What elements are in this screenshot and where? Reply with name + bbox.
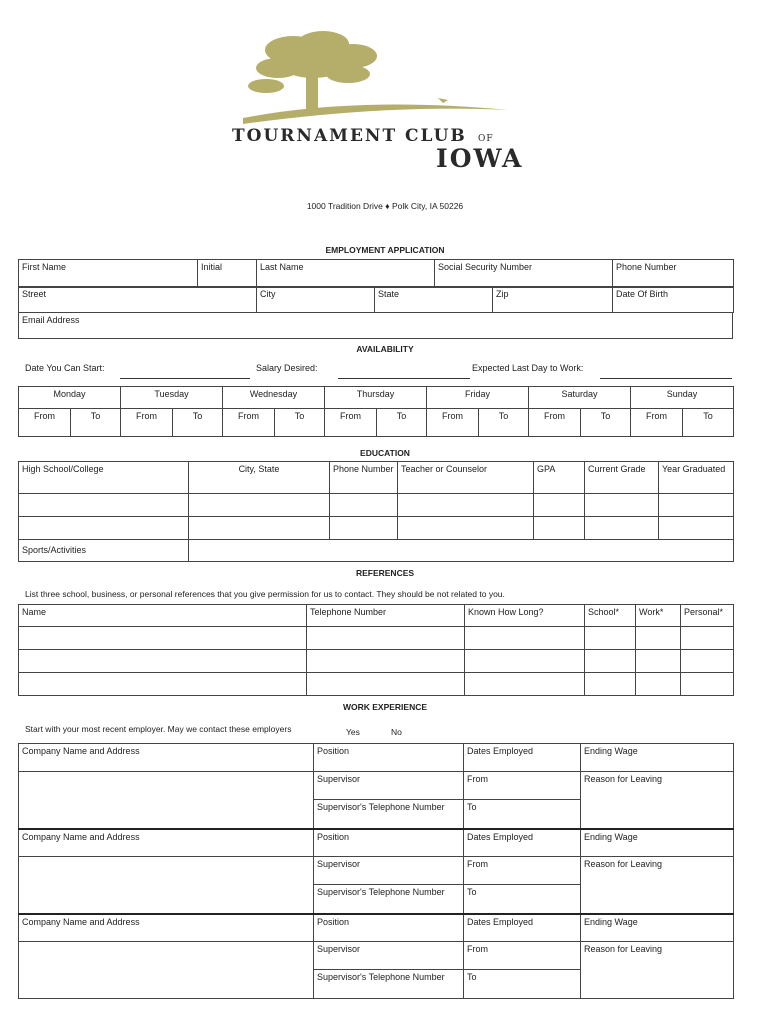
employer1-to[interactable]: To	[464, 800, 581, 829]
thursday-to[interactable]: To	[377, 409, 427, 437]
ref-cell[interactable]	[465, 650, 585, 673]
employer2-wage[interactable]: Ending Wage	[581, 829, 734, 857]
ref-col-name: Name	[19, 605, 307, 627]
first-name-field[interactable]: First Name	[19, 260, 198, 288]
contact-no-option[interactable]: No	[391, 727, 402, 737]
edu-cell[interactable]	[398, 517, 534, 540]
ref-cell[interactable]	[585, 650, 636, 673]
initial-field[interactable]: Initial	[198, 260, 257, 288]
edu-cell[interactable]	[19, 494, 189, 517]
employer3-reason[interactable]: Reason for Leaving	[581, 942, 734, 999]
edu-col-grade: Current Grade	[585, 462, 659, 494]
wednesday-from[interactable]: From	[223, 409, 275, 437]
employer3-from[interactable]: From	[464, 942, 581, 970]
employer3-supervisor[interactable]: Supervisor	[314, 942, 464, 970]
logo-line2: IOWA	[436, 144, 524, 173]
employer2-dates: Dates Employed	[464, 829, 581, 857]
ref-cell[interactable]	[19, 673, 307, 696]
sports-field[interactable]	[189, 540, 734, 562]
ref-cell[interactable]	[585, 673, 636, 696]
ref-cell[interactable]	[307, 627, 465, 650]
salary-line[interactable]	[338, 378, 470, 379]
employer2-supervisor[interactable]: Supervisor	[314, 857, 464, 885]
edu-cell[interactable]	[534, 517, 585, 540]
state-field[interactable]: State	[375, 287, 493, 313]
edu-cell[interactable]	[19, 517, 189, 540]
employer1-reason[interactable]: Reason for Leaving	[581, 772, 734, 829]
edu-cell[interactable]	[534, 494, 585, 517]
city-field[interactable]: City	[257, 287, 375, 313]
friday-from[interactable]: From	[427, 409, 479, 437]
edu-col-school: High School/College	[19, 462, 189, 494]
edu-col-city-state: City, State	[189, 462, 330, 494]
employer3-wage[interactable]: Ending Wage	[581, 914, 734, 942]
edu-cell[interactable]	[659, 517, 734, 540]
employer3-dates: Dates Employed	[464, 914, 581, 942]
edu-cell[interactable]	[585, 494, 659, 517]
work-experience-table	[18, 743, 734, 999]
address-table	[18, 286, 734, 313]
edu-cell[interactable]	[189, 494, 330, 517]
wednesday-to[interactable]: To	[275, 409, 325, 437]
ref-cell[interactable]	[681, 650, 734, 673]
employer2-position[interactable]: Position	[314, 829, 464, 857]
ref-col-school: School*	[585, 605, 636, 627]
logo-tree-graphic	[238, 28, 518, 128]
edu-col-year: Year Graduated	[659, 462, 734, 494]
logo-of: OF	[478, 134, 494, 144]
sunday-from[interactable]: From	[631, 409, 683, 437]
edu-cell[interactable]	[330, 517, 398, 540]
ref-cell[interactable]	[636, 673, 681, 696]
monday-to[interactable]: To	[71, 409, 121, 437]
employer2-from[interactable]: From	[464, 857, 581, 885]
last-name-field[interactable]: Last Name	[257, 260, 435, 288]
ref-cell[interactable]	[307, 673, 465, 696]
ref-cell[interactable]	[636, 627, 681, 650]
day-tuesday: Tuesday	[121, 387, 223, 409]
references-intro: List three school, business, or personal references that you give permission for us to contact. They should be not related to you.	[25, 589, 505, 599]
last-day-label: Expected Last Day to Work:	[472, 363, 584, 373]
day-saturday: Saturday	[529, 387, 631, 409]
references-heading: REFERENCES	[355, 568, 415, 578]
availability-heading: AVAILABILITY	[356, 344, 414, 354]
employer3-to[interactable]: To	[464, 970, 581, 999]
ssn-field[interactable]: Social Security Number	[435, 260, 613, 288]
employer1-sup-phone[interactable]: Supervisor's Telephone Number	[314, 800, 464, 829]
ref-col-phone: Telephone Number	[307, 605, 465, 627]
zip-field[interactable]: Zip	[493, 287, 613, 313]
form-title: EMPLOYMENT APPLICATION	[325, 245, 445, 255]
edu-col-teacher: Teacher or Counselor	[398, 462, 534, 494]
edu-cell[interactable]	[659, 494, 734, 517]
sports-label: Sports/Activities	[19, 540, 189, 562]
education-table	[18, 461, 734, 562]
contact-yes-option[interactable]: Yes	[346, 727, 360, 737]
tuesday-to[interactable]: To	[173, 409, 223, 437]
employer1-from[interactable]: From	[464, 772, 581, 800]
edu-cell[interactable]	[189, 517, 330, 540]
ref-cell[interactable]	[465, 673, 585, 696]
work-intro: Start with your most recent employer. May we contact these employers	[25, 724, 292, 734]
employer1-address[interactable]	[19, 772, 314, 829]
employer1-dates: Dates Employed	[464, 744, 581, 772]
day-thursday: Thursday	[325, 387, 427, 409]
monday-from[interactable]: From	[19, 409, 71, 437]
references-table	[18, 604, 734, 696]
sunday-to[interactable]: To	[683, 409, 734, 437]
email-field[interactable]: Email Address	[19, 313, 733, 339]
edu-col-phone: Phone Number	[330, 462, 398, 494]
ref-col-personal: Personal*	[681, 605, 734, 627]
day-wednesday: Wednesday	[223, 387, 325, 409]
employer1-company[interactable]: Company Name and Address	[19, 744, 314, 772]
start-date-line[interactable]	[120, 378, 250, 379]
employer2-reason[interactable]: Reason for Leaving	[581, 857, 734, 914]
education-heading: EDUCATION	[360, 448, 410, 458]
employer3-sup-phone[interactable]: Supervisor's Telephone Number	[314, 970, 464, 999]
employer3-address[interactable]	[19, 942, 314, 999]
street-field[interactable]: Street	[19, 287, 257, 313]
saturday-to[interactable]: To	[581, 409, 631, 437]
ref-cell[interactable]	[681, 673, 734, 696]
employer2-to[interactable]: To	[464, 885, 581, 914]
friday-to[interactable]: To	[479, 409, 529, 437]
start-date-label: Date You Can Start:	[25, 363, 105, 373]
edu-cell[interactable]	[398, 494, 534, 517]
saturday-from[interactable]: From	[529, 409, 581, 437]
ref-cell[interactable]	[585, 627, 636, 650]
employer3-position[interactable]: Position	[314, 914, 464, 942]
work-heading: WORK EXPERIENCE	[342, 702, 428, 712]
availability-table	[18, 386, 734, 437]
ref-cell[interactable]	[307, 650, 465, 673]
employer2-company[interactable]: Company Name and Address	[19, 829, 314, 857]
email-table	[18, 312, 733, 339]
club-address: 1000 Tradition Drive ♦ Polk City, IA 50226	[306, 201, 464, 211]
personal-info-table	[18, 259, 734, 288]
edu-cell[interactable]	[330, 494, 398, 517]
ref-col-work: Work*	[636, 605, 681, 627]
logo-line1: TOURNAMENT CLUB	[232, 126, 467, 146]
phone-field[interactable]: Phone Number	[613, 260, 734, 288]
day-friday: Friday	[427, 387, 529, 409]
edu-col-gpa: GPA	[534, 462, 585, 494]
employer3-company[interactable]: Company Name and Address	[19, 914, 314, 942]
edu-cell[interactable]	[585, 517, 659, 540]
employer2-sup-phone[interactable]: Supervisor's Telephone Number	[314, 885, 464, 914]
ref-col-known: Known How Long?	[465, 605, 585, 627]
employer1-wage[interactable]: Ending Wage	[581, 744, 734, 772]
ref-cell[interactable]	[636, 650, 681, 673]
ref-cell[interactable]	[465, 627, 585, 650]
thursday-from[interactable]: From	[325, 409, 377, 437]
salary-label: Salary Desired:	[256, 363, 318, 373]
tuesday-from[interactable]: From	[121, 409, 173, 437]
employer1-position[interactable]: Position	[314, 744, 464, 772]
last-day-line[interactable]	[600, 378, 732, 379]
employer1-supervisor[interactable]: Supervisor	[314, 772, 464, 800]
day-monday: Monday	[19, 387, 121, 409]
ref-cell[interactable]	[19, 627, 307, 650]
day-sunday: Sunday	[631, 387, 734, 409]
dob-field[interactable]: Date Of Birth	[613, 287, 734, 313]
ref-cell[interactable]	[19, 650, 307, 673]
employer2-address[interactable]	[19, 857, 314, 914]
ref-cell[interactable]	[681, 627, 734, 650]
